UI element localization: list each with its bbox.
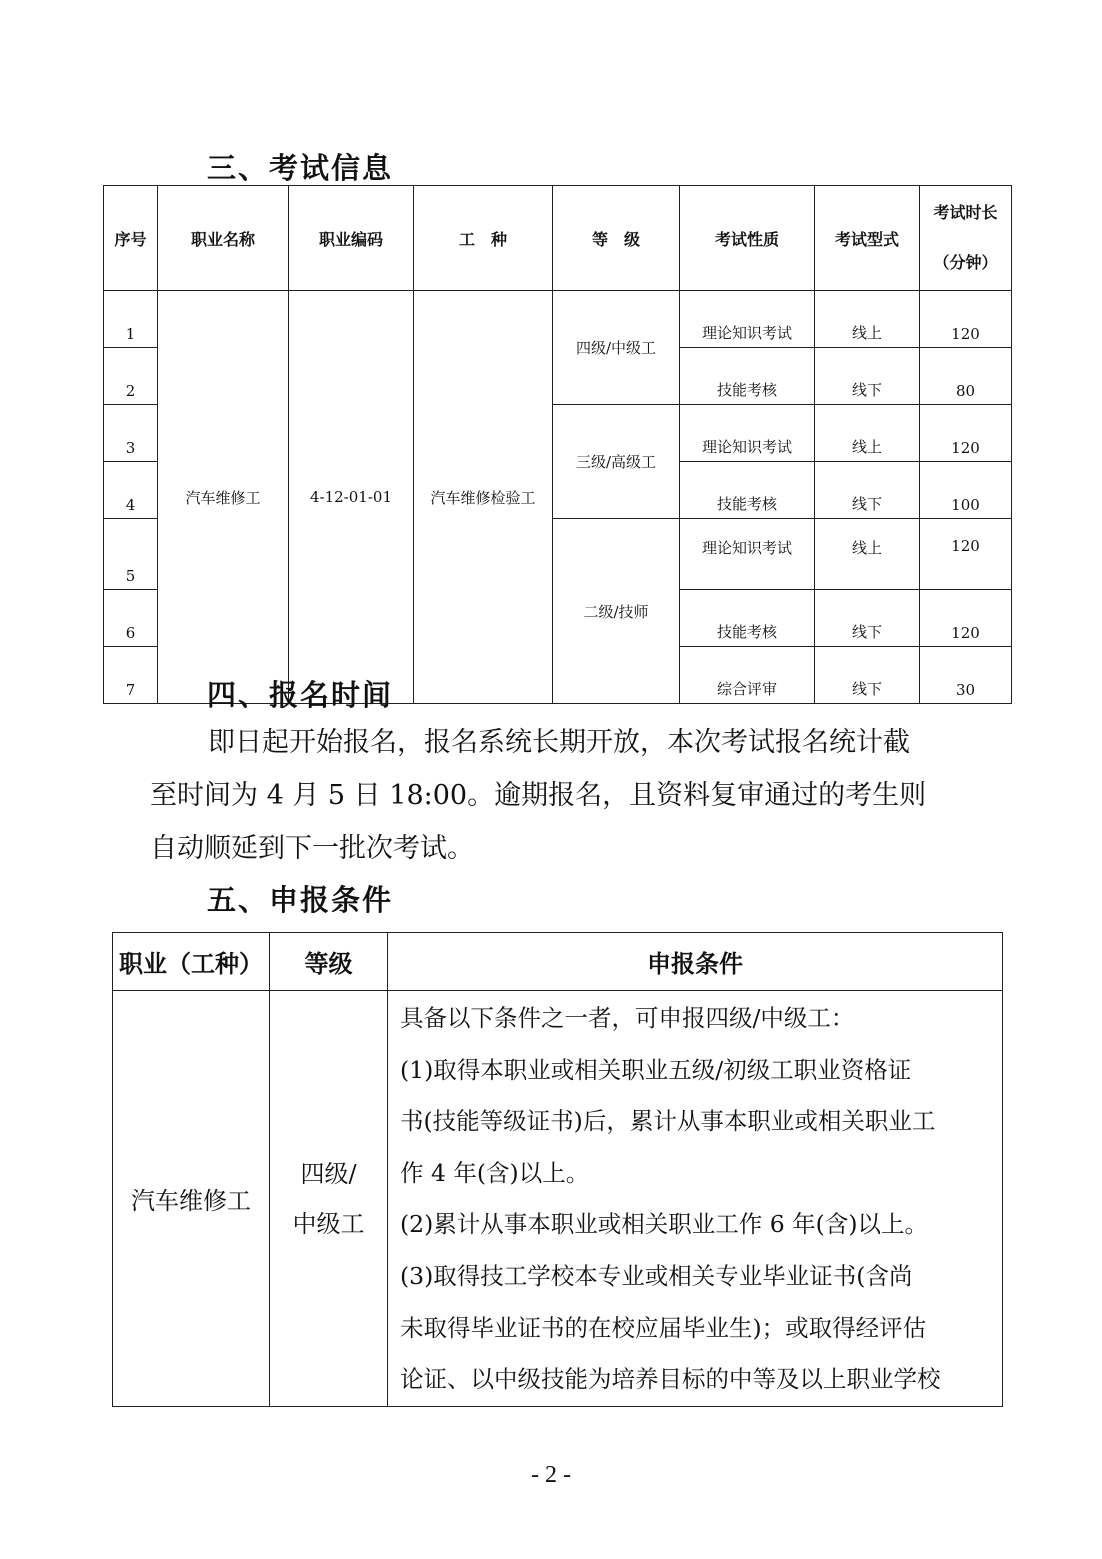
cell-conditions — [388, 991, 1003, 1407]
cell-duration: 120 — [920, 590, 1012, 647]
header-job-code: 职业编码 — [289, 186, 414, 291]
cell-nature: 理论知识考试 — [680, 519, 815, 590]
cell-no: 6 — [104, 590, 158, 647]
cell-nature: 技能考核 — [680, 590, 815, 647]
cell-nature: 技能考核 — [680, 348, 815, 405]
cell-no: 4 — [104, 462, 158, 519]
paragraph-line: 至时间为 4 月 5 日 18:00。逾期报名，且资料复审通过的考生则 — [150, 780, 927, 811]
cell-format: 线上 — [815, 405, 920, 462]
cell-duration: 80 — [920, 348, 1012, 405]
cell-no: 3 — [104, 405, 158, 462]
condition-line: (3)取得技工学校本专业或相关专业毕业证书(含尚 — [400, 1261, 913, 1290]
cell-nature: 理论知识考试 — [680, 291, 815, 348]
condition-line: (2)累计从事本职业或相关职业工作 6 年(含)以上。 — [400, 1210, 929, 1239]
condition-line: (1)取得本职业或相关职业五级/初级工职业资格证 — [400, 1055, 912, 1084]
cell-no: 5 — [104, 519, 158, 590]
condition-line: 具备以下条件之一者，可申报四级/中级工： — [400, 1004, 855, 1032]
level-line: 中级工 — [292, 1209, 365, 1238]
cell-job-code: 4-12-01-01 — [289, 291, 414, 704]
cell-format: 线上 — [815, 291, 920, 348]
condition-line: 未取得毕业证书的在校应届毕业生)；或取得经评估 — [400, 1313, 927, 1342]
cell-job-name: 汽车维修工 — [158, 291, 289, 704]
header-duration-label: 考试时长 — [933, 203, 998, 222]
section-5-heading: 五、申报条件 — [207, 883, 394, 917]
paragraph-line: 自动顺延到下一批次考试。 — [150, 833, 474, 864]
table-row — [104, 291, 1012, 348]
cell-job: 汽车维修工 — [113, 991, 270, 1407]
header-trade: 工 种 — [414, 186, 553, 291]
cell-no: 7 — [104, 647, 158, 704]
condition-line: 书(技能等级证书)后，累计从事本职业或相关职业工 — [400, 1107, 936, 1136]
condition-line: 论证、以中级技能为培养目标的中等及以上职业学校 — [400, 1365, 941, 1394]
cell-duration: 120 — [920, 519, 1012, 590]
cell-level: 二级/技师 — [553, 519, 680, 704]
header-job-name: 职业名称 — [158, 186, 289, 291]
registration-paragraph — [150, 716, 970, 875]
header-duration — [920, 186, 1012, 291]
cell-duration: 30 — [920, 647, 1012, 704]
conditions-table — [112, 932, 1003, 1407]
table-header-row — [104, 186, 1012, 291]
cell-duration: 120 — [920, 291, 1012, 348]
cell-format: 线下 — [815, 348, 920, 405]
cell-trade: 汽车维修检验工 — [414, 291, 553, 704]
cell-format: 线下 — [815, 647, 920, 704]
header-nature: 考试性质 — [680, 186, 815, 291]
cell-level — [270, 991, 388, 1407]
paragraph-line: 即日起开始报名，报名系统长期开放，本次考试报名统计截 — [208, 727, 910, 758]
cell-format: 线下 — [815, 462, 920, 519]
cell-no: 2 — [104, 348, 158, 405]
header-job: 职业（工种） — [113, 933, 270, 991]
section-3-heading: 三、考试信息 — [207, 151, 394, 185]
cell-format: 线下 — [815, 590, 920, 647]
header-duration-unit: （分钟） — [933, 253, 998, 272]
cell-nature: 理论知识考试 — [680, 405, 815, 462]
section-4-heading: 四、报名时间 — [207, 678, 394, 712]
cell-duration: 100 — [920, 462, 1012, 519]
header-conditions: 申报条件 — [388, 933, 1003, 991]
cell-duration: 120 — [920, 405, 1012, 462]
header-no: 序号 — [104, 186, 158, 291]
table-row — [113, 991, 1003, 1407]
table-header-row — [113, 933, 1003, 991]
header-format: 考试型式 — [815, 186, 920, 291]
header-level: 等 级 — [553, 186, 680, 291]
condition-line: 作 4 年(含)以上。 — [400, 1158, 590, 1187]
page-number: - 2 - — [531, 1462, 571, 1488]
header-level: 等级 — [270, 933, 388, 991]
level-line: 四级/ — [300, 1159, 357, 1188]
cell-nature: 技能考核 — [680, 462, 815, 519]
cell-no: 1 — [104, 291, 158, 348]
exam-info-table — [103, 185, 1012, 704]
cell-level: 三级/高级工 — [553, 405, 680, 519]
cell-level: 四级/中级工 — [553, 291, 680, 405]
cell-nature: 综合评审 — [680, 647, 815, 704]
cell-format: 线上 — [815, 519, 920, 590]
